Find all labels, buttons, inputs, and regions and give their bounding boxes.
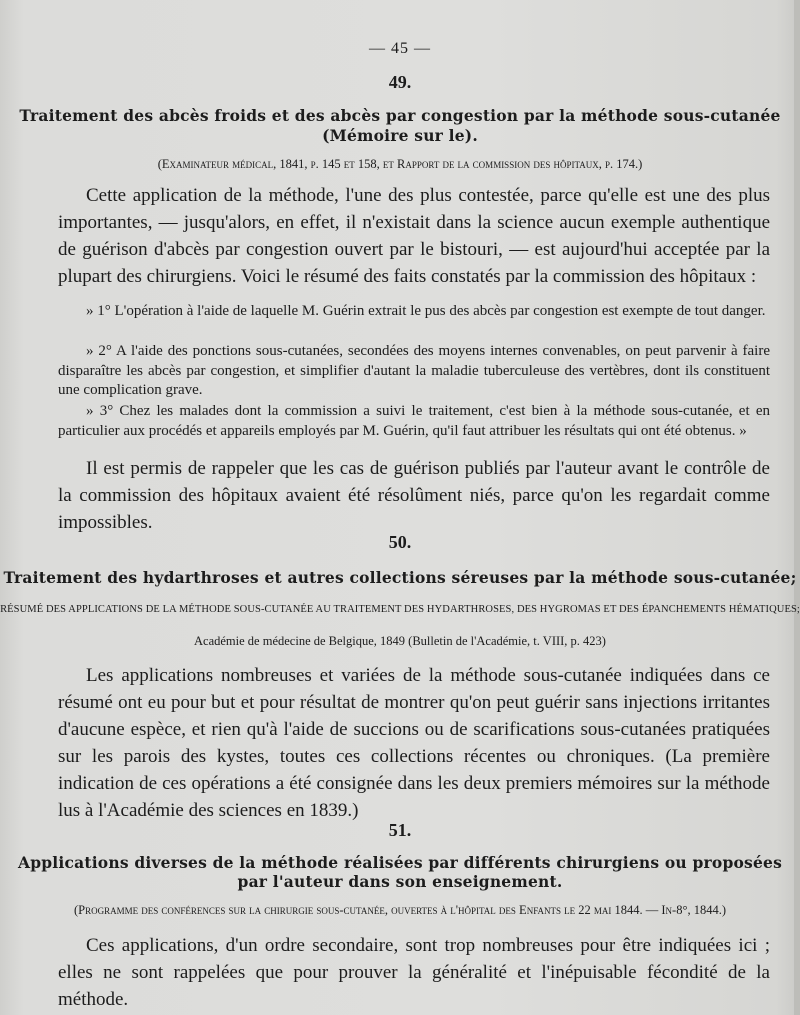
section-49-title-line1: Traitement des abcès froids et des abcès par congestion par la méthode sous-cutanée	[19, 106, 781, 125]
section-50-subtitle: RÉSUMÉ DES APPLICATIONS DE LA MÉTHODE SOUS-CUTANÉE AU TRAITEMENT DES HYDARTHROSES, DES HYGROMAS ET DES ÉPANCHEMENTS HÉMATIQUES;	[0, 604, 800, 615]
section-50-number: 50.	[388, 532, 412, 552]
section-51-title-line2: par l'auteur dans son enseignement.	[237, 872, 563, 891]
section-49-reference: (Examinateur médical, 1841, p. 145 et 158, et Rapport de la commission des hôpitaux, p. 174.)	[157, 157, 643, 171]
section-49-quote-2: » 2° A l'aide des ponctions sous-cutanées, secondées des moyens internes convenables, on peut parvenir à faire disparaître les abcès par congestion, et simplifier d'autant la maladie tuberculeuse des vertèbres, dont ils constituent une complication grave.	[58, 343, 770, 398]
section-50-reference: Académie de médecine de Belgique, 1849 (Bulletin de l'Académie, t. VIII, p. 423)	[194, 634, 606, 648]
page-number: — 45 —	[369, 40, 431, 57]
section-49-paragraph-2: Il est permis de rappeler que les cas de guérison publiés par l'auteur avant le contrôle de la commission des hôpitaux avaient été résolûment niés, parce qu'on les regardait comme impossibles.	[58, 458, 770, 533]
section-51-number: 51.	[388, 820, 412, 840]
section-49-number: 49.	[388, 72, 412, 92]
section-49-quote-1: » 1° L'opération à l'aide de laquelle M. Guérin extrait le pus des abcès par congestion est exempte de tout danger.	[86, 303, 766, 319]
section-51-title-line1: Applications diverses de la méthode réalisées par différents chirurgiens ou proposées	[18, 853, 782, 872]
section-49-quote-3: » 3° Chez les malades dont la commission a suivi le traitement, c'est bien à la méthode sous-cutanée, et en particulier aux procédés et appareils employés par M. Guérin, qu'il faut attribuer les résultats qui ont été obtenus. »	[58, 403, 770, 439]
section-50-paragraph: Les applications nombreuses et variées de la méthode sous-cutanée indiquées dans ce résumé ont eu pour but et pour résultat de montrer qu'on peut guérir sans injections irritantes d'aucune espèce, et rien qu'à l'aide de succions ou de scarifications sous-cutanées pratiquées sur les parois des kystes, toutes ces collections récentes ou chroniques. (La première indication de ces opérations a été consignée dans les deux premiers mémoires sur la méthode lus à l'Académie des sciences en 1839.)	[58, 665, 770, 821]
section-50-title: Traitement des hydarthroses et autres collections séreuses par la méthode sous-cutanée;	[3, 568, 797, 587]
section-51-reference: (Programme des conférences sur la chirurgie sous-cutanée, ouvertes à l'hôpital des Enfants le 22 mai 1844. — In-8°, 1844.)	[73, 903, 727, 917]
section-51-paragraph: Ces applications, d'un ordre secondaire, sont trop nombreuses pour être indiquées ici ; elles ne sont rappelées que pour prouver la généralité et l'inépuisable fécondité de la méthode.	[58, 935, 770, 1010]
section-49-title-line2: (Mémoire sur le).	[322, 126, 478, 145]
section-49-paragraph: Cette application de la méthode, l'une des plus contestée, parce qu'elle est une des plus importantes, — jusqu'alors, en effet, il n'existait dans la science aucun exemple authentique de guérison d'abcès par congestion ouvert par le bistouri, — est aujourd'hui acceptée par la plupart des chirurgiens. Voici le résumé des faits constatés par la commission des hôpitaux :	[58, 185, 770, 287]
